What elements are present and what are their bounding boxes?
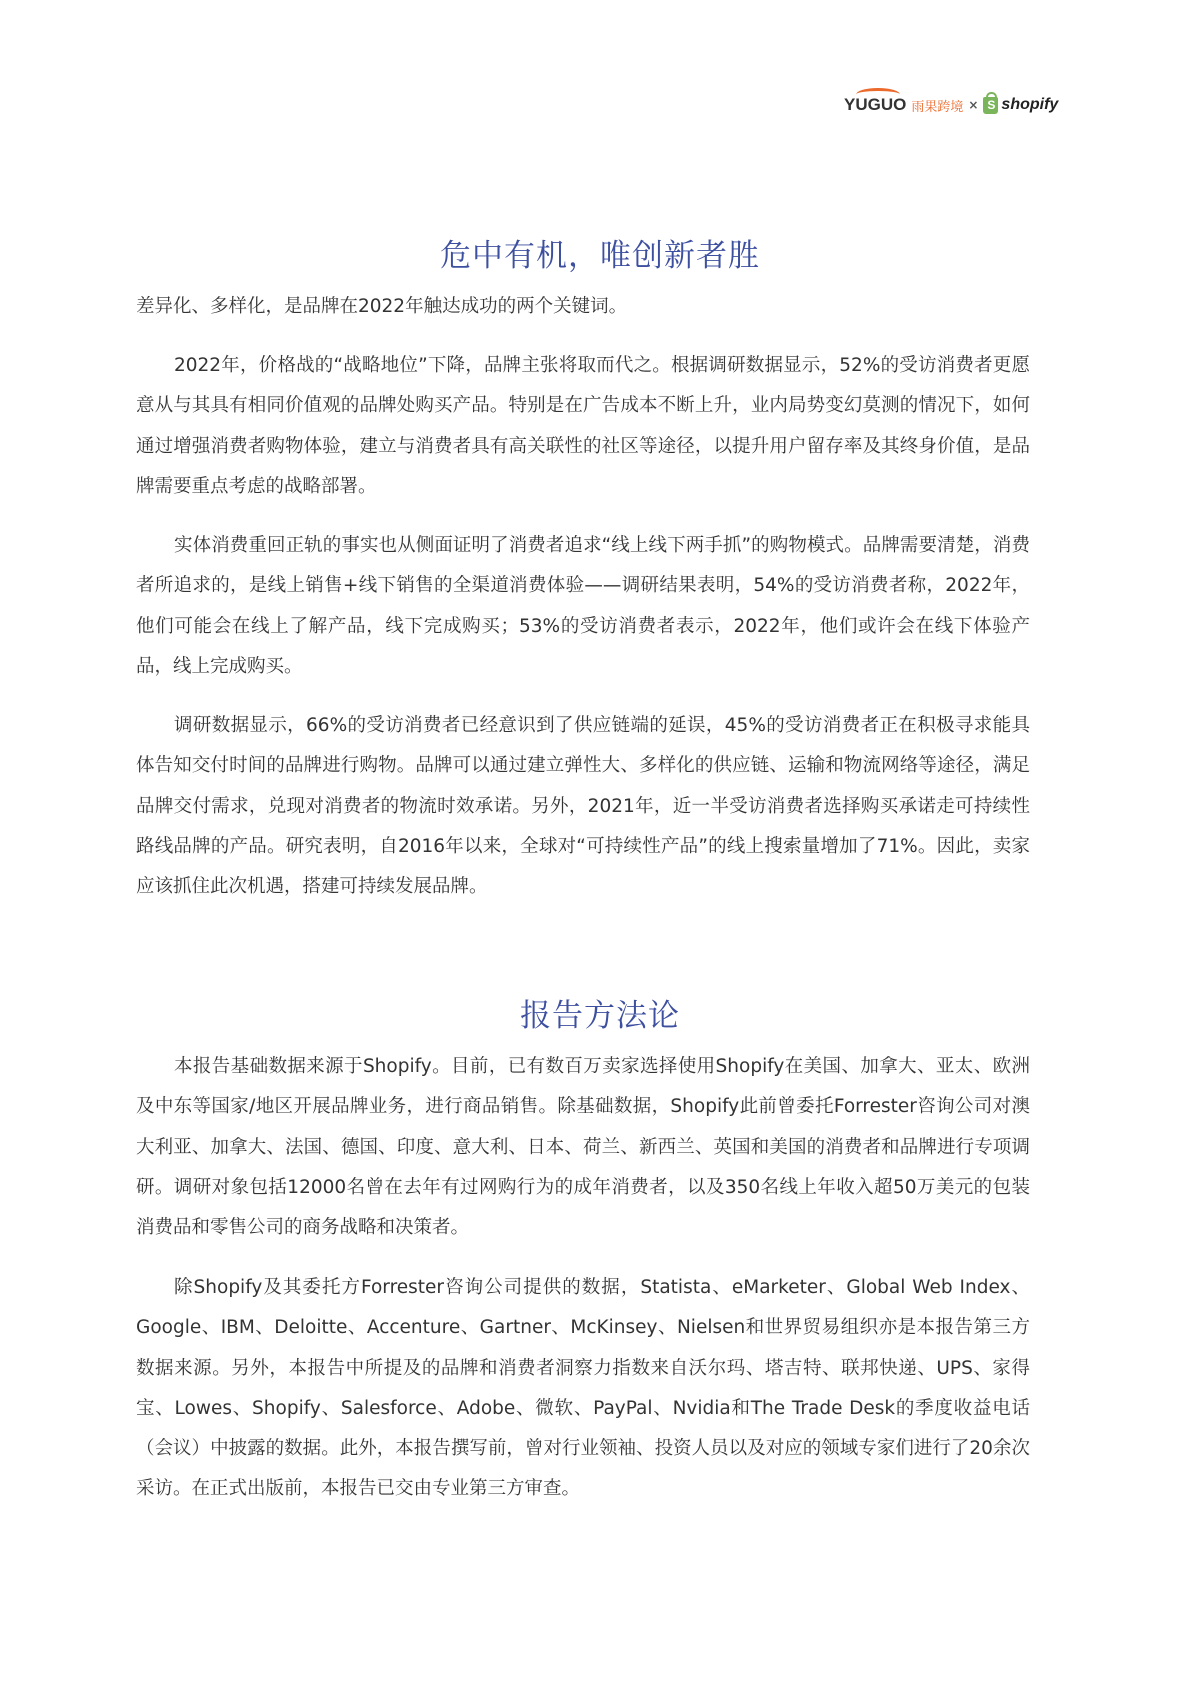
paragraph-data-source: 本报告基础数据来源于Shopify。目前，已有数百万卖家选择使用Shopify在美国、加拿大、亚太、欧洲及中东等国家/地区开展品牌业务，进行商品销售。除基础数据，Shopify此前曾委托Forrester咨询公司对澳大利亚、加拿大、法国、德国、印度、意大利、日本、荷兰、新西兰、英国和美国的消费者和品牌进行专项调研。调研对象包括12000名曾在去年有过网购行为的成年消费者，以及350名线上年收入超50万美元的包装消费品和零售公司的商务战略和决策者。 (136, 1056, 1030, 1239)
paragraph-brand-values: 2022年，价格战的“战略地位”下降，品牌主张将取而代之。根据调研数据显示，52%的受访消费者更愿意从与其具有相同价值观的品牌处购买产品。特别是在广告成本不断上升，业内局势变幻莫测的情况下，如何通过增强消费者购物体验，建立与消费者具有高关联性的社区等途径，以提升用户留存率及其终身价值，是品牌需要重点考虑的战略部署。 (136, 355, 1030, 497)
shopify-wordmark: shopify (1001, 96, 1059, 113)
paragraph-third-party-sources: 除Shopify及其委托方Forrester咨询公司提供的数据，Statista、eMarketer、Global Web Index、Google、IBM、Deloitte、Accenture、Gartner、McKinsey、Nielsen和世界贸易组织亦是本报告第三方数据来源。另外，本报告中所提及的品牌和消费者洞察力指数来自沃尔玛、塔吉特、联邦快递、UPS、家得宝、Lowes、Shopify、Salesforce、Adobe、微软、PayPal、Nvidia和The Trade Desk的季度收益电话（会议）中披露的数据。此外，本报告撰写前，曾对行业领袖、投资人员以及对应的领域专家们进行了20余次采访。在正式出版前，本报告已交由专业第三方审查。 (136, 1277, 1030, 1500)
paragraph-keywords: 差异化、多样化，是品牌在2022年触达成功的两个关键词。 (136, 296, 628, 317)
shopify-bag-icon (983, 97, 998, 114)
header-logo (844, 92, 1058, 118)
yuguo-brand-en: YUGUO (844, 95, 907, 114)
paragraph-supply-chain: 调研数据显示，66%的受访消费者已经意识到了供应链端的延误，45%的受访消费者正在积极寻求能具体告知交付时间的品牌进行购物。品牌可以通过建立弹性大、多样化的供应链、运输和物流网络等途径，满足品牌交付需求，兑现对消费者的物流时效承诺。另外，2021年，近一半受访消费者选择购买承诺走可持续性路线品牌的产品。研究表明，自2016年以来，全球对“可持续性产品”的线上搜索量增加了71%。因此，卖家应该抓住此次机遇，搭建可持续发展品牌。 (136, 715, 1030, 898)
yuguo-brand-cn: 雨果跨境 (911, 99, 964, 115)
collab-separator: × (968, 98, 979, 112)
yuguo-logo (844, 95, 906, 115)
paragraph-omnichannel: 实体消费重回正轨的事实也从侧面证明了消费者追求“线上线下两手抓”的购物模式。品牌需要清楚，消费者所追求的，是线上销售+线下销售的全渠道消费体验——调研结果表明，54%的受访消费者称，2022年，他们可能会在线上了解产品，线下完成购买；53%的受访消费者表示，2022年，他们或许会在线下体验产品，线上完成购买。 (136, 535, 1030, 677)
yuguo-arc-icon (856, 88, 900, 101)
section-title-methodology: 报告方法论 (520, 998, 680, 1034)
section-title-opportunity: 危中有机，唯创新者胜 (440, 238, 760, 274)
